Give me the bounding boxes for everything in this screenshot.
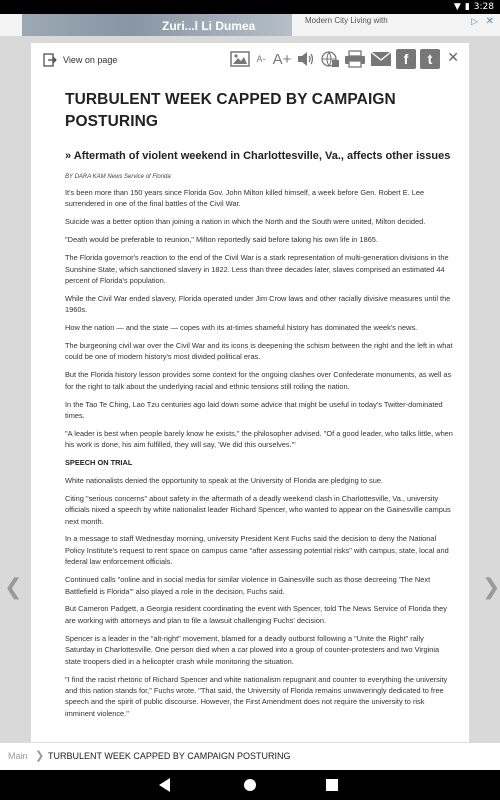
article-body — [65, 187, 453, 719]
section-heading: SPEECH ON TRIAL — [65, 458, 133, 468]
email-icon[interactable] — [370, 50, 392, 68]
article-paragraph: Suicide was a better option than joining a nation in which the North and the South were united, Milton decided. — [65, 217, 426, 227]
speaker-icon[interactable] — [296, 50, 316, 68]
home-icon[interactable] — [244, 779, 256, 791]
view-on-page-label: View on page — [63, 55, 118, 65]
twitter-icon[interactable]: t — [420, 49, 440, 69]
article-paragraph: Continued calls "online and in social media for similar violence in Gainesville such as those decreeing 'The Next Battlefield is Florida'" also played a role in the decision, Fuchs said. — [65, 575, 431, 596]
article-dialog — [31, 43, 469, 742]
breadcrumb-separator-icon: ❯ — [35, 750, 45, 762]
system-navigation-bar — [0, 770, 500, 800]
article-paragraph: In the Tao Te Ching, Lao Tzu centuries ago laid down some advice that might be useful in today's Twitter-dominated times. — [65, 399, 443, 421]
ad-banner[interactable] — [0, 14, 500, 36]
article-paragraph: In a message to staff Wednesday morning, university President Kent Fuchs said the decision to deny the National Policy Institute's request to rent space on campus came "after assessing potential risks" with campus, state, local and federal law enforcement officials. — [65, 534, 449, 567]
play-triangle-icon[interactable]: ▷ — [471, 16, 478, 26]
article-paragraph: "I find the racist rhetoric of Richard Spencer and white nationalism repugnant and counter to everything the university and this nation stands for," Fuchs wrote. "That said, the University of Florida remains unwaveringly dedicated to free speech and the spirit of public discourse. However, the First Amendment does not require the university to risk imminent violence." — [65, 674, 448, 718]
article-paragraph: It's been more than 150 years since Florida Gov. John Milton killed himself, a week before Gen. Robert E. Lee surrendered in one of the final battles of the Civil War. — [65, 188, 425, 209]
print-icon[interactable] — [344, 50, 366, 68]
view-on-page-button[interactable] — [43, 53, 117, 67]
article-paragraph: "Death would be preferable to reunion," Milton reportedly said before taking his own life in 1865. — [65, 235, 378, 245]
font-increase-icon[interactable] — [272, 51, 292, 68]
ad-image-text: Zuri...l Li Dumea — [162, 19, 256, 33]
next-page-arrow-icon[interactable]: ❯ — [482, 575, 500, 600]
article-paragraph: "A leader is best when people barely know he exists," the philosopher advised. "Of a good leader, who talks little, when his work is done, his aim fulfilled, they will say, 'We did this ourselves.'" — [65, 429, 453, 450]
font-decrease-icon[interactable] — [254, 54, 268, 64]
back-icon[interactable] — [159, 778, 170, 792]
font-large-label: A+ — [272, 50, 292, 68]
translate-icon[interactable] — [320, 50, 340, 68]
close-dialog-icon[interactable]: ✕ — [447, 49, 459, 65]
font-minus-label: - — [262, 54, 266, 64]
article-headline: TURBULENT WEEK CAPPED BY CAMPAIGN POSTURING — [65, 91, 396, 130]
status-icons — [454, 1, 494, 13]
ad-image[interactable] — [22, 14, 292, 36]
article-toolbar — [31, 43, 469, 79]
article-content — [65, 89, 453, 726]
previous-page-arrow-icon[interactable]: ❮ — [4, 575, 23, 600]
wifi-icon: ▼ — [453, 2, 461, 12]
article-subheadline: » Aftermath of violent weekend in Charlottesville, Va., affects other issues — [65, 150, 451, 162]
article-paragraph: But the Florida history lesson provides some context for the ongoing clashes over Confederate monuments, as well as for the right to talk about the underlying racial and ethnic tensions still roiling the nation. — [65, 370, 452, 391]
status-bar — [0, 0, 500, 14]
status-time: 3:28 — [473, 2, 494, 12]
article-paragraph: The Florida governor's reaction to the end of the Civil War is a stark representation of multi-generation divisions in the Sunshine State, which sanctioned slavery in 1822. Less than three decades later, slaves comprised an estimated 44 percent of Florida's population. — [65, 253, 449, 285]
toolbar-tools — [230, 49, 440, 69]
ad-text[interactable]: Modern City Living with — [305, 16, 388, 25]
article-paragraph: But Cameron Padgett, a Georgia resident coordinating the event with Spencer, told The News Service of Florida they are working with attorneys and plan to file a lawsuit challenging Fuchs' decision. — [65, 604, 447, 625]
font-small-label: A — [256, 54, 263, 64]
close-icon[interactable]: ✕ — [485, 16, 494, 27]
article-paragraph: How the nation — and the state — copes with its at-times shameful history has dominated the week's news. — [65, 323, 418, 333]
facebook-icon[interactable]: f — [396, 49, 416, 69]
battery-icon: ▮ — [464, 2, 470, 12]
breadcrumb-main-link[interactable]: Main — [8, 751, 28, 761]
article-byline: BY DARA KAM News Service of Florida — [65, 174, 171, 180]
view-on-page-icon — [43, 53, 57, 67]
article-paragraph: Citing "serious concerns" about safety in the aftermath of a deadly weekend clash in Charlottesville, Va., university officials nixed a speech by white nationalist leader Richard Spencer, who wanted to appear on the Gainesville campus next month. — [65, 493, 451, 526]
article-paragraph: White nationalists denied the opportunity to speak at the University of Florida are pledging to sue. — [65, 475, 383, 485]
image-icon[interactable] — [230, 50, 250, 68]
article-paragraph: Spencer is a leader in the "alt-right" movement, blamed for a deadly outburst following a "Unite the Right" rally Saturday in Charlottesville. One person died when a car plowed into a group of counter-protesters and two Virginia state troopers died in a helicopter crash while monitoring the situation. — [65, 633, 440, 666]
breadcrumb — [0, 742, 500, 770]
article-paragraph: While the Civil War ended slavery, Florida operated under Jim Crow laws and other racially divisive measures until the 1960s. — [65, 293, 451, 315]
recent-apps-icon[interactable] — [326, 779, 338, 791]
article-paragraph: The burgeoning civil war over the Civil War and its icons is deepening the schism between the right and the left in what could be one of modern history's most divided political eras. — [65, 341, 453, 362]
breadcrumb-current: TURBULENT WEEK CAPPED BY CAMPAIGN POSTURING — [48, 751, 291, 761]
